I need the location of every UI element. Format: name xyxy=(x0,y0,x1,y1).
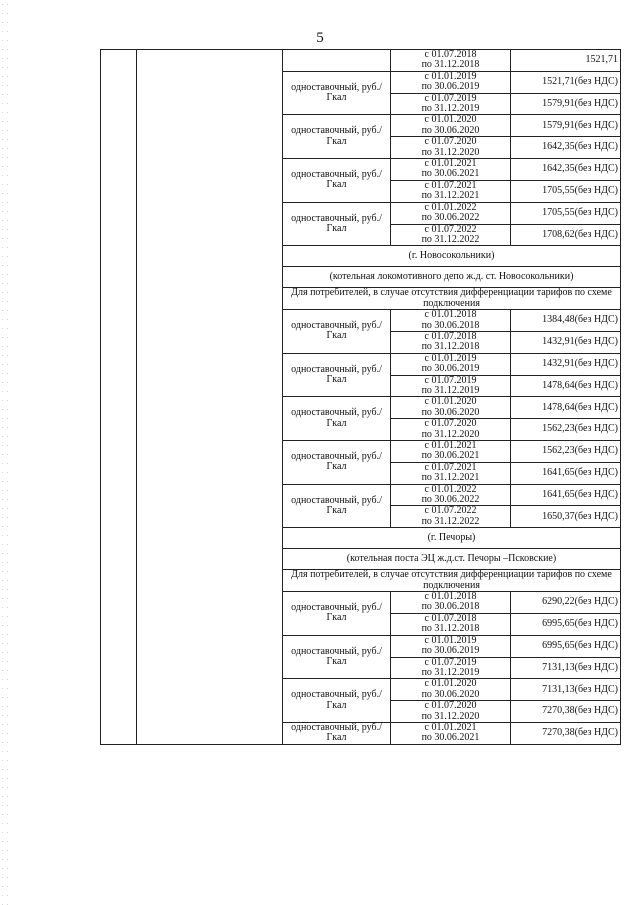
vat-note: (без НДС) xyxy=(574,705,618,717)
vat-note: (без НДС) xyxy=(574,401,618,413)
tariff-value-cell xyxy=(511,115,621,137)
tariff-value-cell xyxy=(511,71,621,93)
tariff-value-cell xyxy=(511,310,621,332)
period-to: по 31.12.2022 xyxy=(421,515,480,527)
tariff-value-cell xyxy=(511,441,621,463)
tariff-value: 1521,71 xyxy=(542,76,575,88)
period-to: по 30.06.2020 xyxy=(421,688,480,700)
period-cell xyxy=(391,722,511,744)
tariff-value-cell xyxy=(511,224,621,246)
consumer-note: Для потребителей, в случае отсутствия дифференциации тарифов по схеме подключения xyxy=(283,570,621,592)
period-cell xyxy=(391,506,511,528)
tariff-value-cell xyxy=(511,137,621,159)
period-to: по 30.06.2018 xyxy=(421,319,480,331)
tariff-value-cell xyxy=(511,180,621,202)
period-to: по 31.12.2021 xyxy=(421,190,480,202)
tariff-type: одноставочный, руб./Гкал xyxy=(283,202,391,246)
tariff-value-cell xyxy=(511,331,621,353)
tariff-type: одноставочный, руб./Гкал xyxy=(283,441,391,485)
tariff-value: 7270,38 xyxy=(542,705,575,717)
period-to: по 30.06.2022 xyxy=(421,494,480,506)
period-from: с 01.07.2022 xyxy=(424,223,477,235)
tariff-value: 1579,91 xyxy=(542,119,575,131)
period-from: с 01.07.2022 xyxy=(424,505,477,517)
tariff-value: 7131,13 xyxy=(542,661,575,673)
tariff-value-cell xyxy=(511,375,621,397)
period-from: с 01.07.2020 xyxy=(424,700,477,712)
vat-note: (без НДС) xyxy=(574,206,618,218)
period-to: по 30.06.2019 xyxy=(421,363,480,375)
tariff-type: одноставочный, руб./Гкал xyxy=(283,484,391,528)
period-to: по 31.12.2020 xyxy=(421,428,480,440)
period-from: с 01.01.2020 xyxy=(424,396,477,408)
boiler-heading: (котельная локомотивного депо ж.д. ст. Новосокольники) xyxy=(283,267,621,288)
vat-note: (без НДС) xyxy=(574,336,618,348)
period-to: по 30.06.2019 xyxy=(421,81,480,93)
period-to: по 31.12.2019 xyxy=(421,384,480,396)
city-heading: (г. Новосокольники) xyxy=(283,246,621,267)
period-cell xyxy=(391,679,511,701)
vat-note: (без НДС) xyxy=(574,423,618,435)
vat-note: (без НДС) xyxy=(574,228,618,240)
tariff-value-wrap xyxy=(542,164,618,174)
period-cell xyxy=(391,592,511,614)
tariff-value-wrap xyxy=(542,403,618,413)
period-cell xyxy=(391,375,511,397)
period-from: с 01.01.2022 xyxy=(424,483,477,495)
period-from: с 01.07.2018 xyxy=(424,612,477,624)
tariff-value-cell xyxy=(511,722,621,744)
vat-note: (без НДС) xyxy=(574,488,618,500)
period-cell xyxy=(391,419,511,441)
period-from: с 01.01.2020 xyxy=(424,678,477,690)
vat-note: (без НДС) xyxy=(574,163,618,175)
period-to: по 31.12.2019 xyxy=(421,103,480,115)
tariff-value: 7270,38 xyxy=(542,727,575,739)
tariff-value-cell xyxy=(511,635,621,657)
period-from: с 01.01.2018 xyxy=(424,309,477,321)
tariff-value-cell xyxy=(511,613,621,635)
vat-note: (без НДС) xyxy=(574,727,618,739)
period-cell xyxy=(391,397,511,419)
period-to: по 30.06.2022 xyxy=(421,212,480,224)
period-to: по 30.06.2018 xyxy=(421,601,480,613)
tariff-value-wrap xyxy=(542,597,618,607)
tariff-value: 6290,22 xyxy=(542,596,575,608)
tariff-type: одноставочный, руб./Гкал xyxy=(283,71,391,115)
period-cell xyxy=(391,353,511,375)
tariff-value-wrap xyxy=(542,142,618,152)
tariff-value-wrap xyxy=(542,381,618,391)
tariff-value: 1641,65 xyxy=(542,467,575,479)
tariff-value-wrap xyxy=(542,512,618,522)
tariff-value-wrap xyxy=(542,446,618,456)
period-from: с 01.07.2021 xyxy=(424,461,477,473)
period-cell xyxy=(391,224,511,246)
period-to: по 30.06.2021 xyxy=(421,168,480,180)
period-from: с 01.07.2020 xyxy=(424,136,477,148)
vat-note: (без НДС) xyxy=(574,683,618,695)
tariff-value: 1521,71 xyxy=(585,54,618,66)
tariff-value-wrap xyxy=(542,619,618,629)
tariff-value: 1705,55 xyxy=(542,185,575,197)
tariff-value-cell xyxy=(511,397,621,419)
period-cell xyxy=(391,657,511,679)
tariff-value-cell xyxy=(511,484,621,506)
vat-note: (без НДС) xyxy=(574,661,618,673)
tariff-value-cell xyxy=(511,93,621,115)
period-to: по 30.06.2021 xyxy=(421,732,480,744)
vat-note: (без НДС) xyxy=(574,314,618,326)
tariff-value: 1641,65 xyxy=(542,488,575,500)
period-to: по 31.12.2018 xyxy=(421,623,480,635)
period-from: с 01.01.2019 xyxy=(424,634,477,646)
tariff-value-cell xyxy=(511,701,621,723)
tariff-value: 6995,65 xyxy=(542,618,575,630)
tariff-type: одноставочный, руб./Гкал xyxy=(283,159,391,203)
tariff-type xyxy=(283,50,391,72)
period-from: с 01.07.2019 xyxy=(424,92,477,104)
tariff-value: 1384,48 xyxy=(542,314,575,326)
period-to: по 31.12.2018 xyxy=(421,341,480,353)
tariff-value-wrap xyxy=(542,663,618,673)
tariff-value-wrap xyxy=(542,121,618,131)
period-from: с 01.01.2020 xyxy=(424,114,477,126)
tariff-value-wrap xyxy=(542,230,618,240)
period-to: по 31.12.2022 xyxy=(421,233,480,245)
period-cell xyxy=(391,331,511,353)
period-from: с 01.01.2019 xyxy=(424,352,477,364)
period-cell xyxy=(391,93,511,115)
period-to: по 31.12.2020 xyxy=(421,710,480,722)
period-cell xyxy=(391,462,511,484)
tariff-table xyxy=(100,49,621,745)
tariff-value: 1478,64 xyxy=(542,401,575,413)
tariff-value: 1432,91 xyxy=(542,357,575,369)
tariff-value-cell xyxy=(511,657,621,679)
period-to: по 30.06.2019 xyxy=(421,645,480,657)
period-cell xyxy=(391,613,511,635)
tariff-type: одноставочный, руб./Гкал xyxy=(283,310,391,354)
vat-note: (без НДС) xyxy=(574,467,618,479)
tariff-value-cell xyxy=(511,159,621,181)
tariff-value: 1432,91 xyxy=(542,336,575,348)
tariff-type: одноставочный, руб./Гкал xyxy=(283,592,391,636)
tariff-value-wrap xyxy=(542,468,618,478)
page-number: 5 xyxy=(316,30,324,46)
period-from: с 01.07.2019 xyxy=(424,374,477,386)
period-to: по 31.12.2020 xyxy=(421,146,480,158)
period-cell xyxy=(391,71,511,93)
tariff-value: 1650,37 xyxy=(542,510,575,522)
tariff-type: одноставочный, руб./Гкал xyxy=(283,635,391,679)
tariff-value-wrap xyxy=(542,728,618,738)
vat-note: (без НДС) xyxy=(574,618,618,630)
tariff-value-wrap xyxy=(542,706,618,716)
tariff-value-wrap xyxy=(542,77,618,87)
period-from: с 01.07.2019 xyxy=(424,656,477,668)
tariff-table-body xyxy=(101,50,621,745)
tariff-value-cell xyxy=(511,419,621,441)
vat-note: (без НДС) xyxy=(574,141,618,153)
tariff-value-cell xyxy=(511,462,621,484)
vat-note: (без НДС) xyxy=(574,357,618,369)
vat-note: (без НДС) xyxy=(574,596,618,608)
period-to: по 31.12.2018 xyxy=(421,59,480,71)
period-cell xyxy=(391,441,511,463)
tariff-value: 1642,35 xyxy=(542,141,575,153)
period-from: с 01.01.2018 xyxy=(424,591,477,603)
tariff-type: одноставочный, руб./Гкал xyxy=(283,679,391,723)
tariff-value-cell xyxy=(511,592,621,614)
scan-margin-noise xyxy=(0,0,10,905)
tariff-type: одноставочный, руб./Гкал xyxy=(283,397,391,441)
tariff-value: 7131,13 xyxy=(542,683,575,695)
tariff-value-wrap xyxy=(542,337,618,347)
tariff-value: 1579,91 xyxy=(542,97,575,109)
blank-column-2 xyxy=(137,50,283,745)
tariff-type: одноставочный, руб./Гкал xyxy=(283,115,391,159)
period-from: с 01.01.2021 xyxy=(424,158,477,170)
vat-note: (без НДС) xyxy=(574,379,618,391)
period-to: по 31.12.2021 xyxy=(421,472,480,484)
tariff-value-wrap xyxy=(542,490,618,500)
vat-note: (без НДС) xyxy=(574,639,618,651)
tariff-value-wrap xyxy=(542,315,618,325)
tariff-value: 1705,55 xyxy=(542,206,575,218)
vat-note: (без НДС) xyxy=(574,76,618,88)
tariff-type: одноставочный, руб./Гкал xyxy=(283,353,391,397)
tariff-row xyxy=(101,50,621,72)
period-cell xyxy=(391,310,511,332)
vat-note: (без НДС) xyxy=(574,119,618,131)
tariff-value-wrap xyxy=(542,99,618,109)
tariff-value-wrap xyxy=(542,186,618,196)
tariff-value-wrap xyxy=(586,55,619,65)
tariff-value-wrap xyxy=(542,208,618,218)
period-to: по 30.06.2021 xyxy=(421,450,480,462)
period-from: с 01.07.2021 xyxy=(424,179,477,191)
vat-note: (без НДС) xyxy=(574,510,618,522)
period-cell xyxy=(391,137,511,159)
tariff-value-cell xyxy=(511,353,621,375)
period-cell xyxy=(391,115,511,137)
period-cell xyxy=(391,180,511,202)
period-from: с 01.01.2021 xyxy=(424,721,477,733)
tariff-value: 1708,62 xyxy=(542,228,575,240)
tariff-value-cell xyxy=(511,202,621,224)
period-cell xyxy=(391,202,511,224)
blank-column-1 xyxy=(101,50,137,745)
period-from: с 01.07.2018 xyxy=(424,330,477,342)
period-cell xyxy=(391,50,511,72)
city-heading: (г. Печоры) xyxy=(283,528,621,549)
period-cell xyxy=(391,701,511,723)
period-from: с 01.01.2021 xyxy=(424,440,477,451)
consumer-note: Для потребителей, в случае отсутствия дифференциации тарифов по схеме подключения xyxy=(283,288,621,310)
period-to: по 31.12.2019 xyxy=(421,666,480,678)
tariff-value: 1562,23 xyxy=(542,445,575,457)
tariff-value: 1642,35 xyxy=(542,163,575,175)
tariff-value-cell xyxy=(511,506,621,528)
tariff-value-wrap xyxy=(542,641,618,651)
period-from: с 01.01.2019 xyxy=(424,70,477,82)
period-from: с 01.07.2018 xyxy=(424,49,477,60)
period-to: по 30.06.2020 xyxy=(421,124,480,136)
boiler-heading: (котельная поста ЭЦ ж.д.ст. Печоры –Псковские) xyxy=(283,549,621,570)
tariff-value-wrap xyxy=(542,685,618,695)
tariff-value-wrap xyxy=(542,424,618,434)
tariff-value: 1478,64 xyxy=(542,379,575,391)
tariff-value-cell xyxy=(511,50,621,72)
period-cell xyxy=(391,635,511,657)
vat-note: (без НДС) xyxy=(574,185,618,197)
period-from: с 01.01.2022 xyxy=(424,201,477,213)
tariff-value-cell xyxy=(511,679,621,701)
vat-note: (без НДС) xyxy=(574,445,618,457)
tariff-value: 1562,23 xyxy=(542,423,575,435)
tariff-value-wrap xyxy=(542,359,618,369)
tariff-type: одноставочный, руб./Гкал xyxy=(283,722,391,744)
period-cell xyxy=(391,484,511,506)
period-cell xyxy=(391,159,511,181)
vat-note: (без НДС) xyxy=(574,97,618,109)
tariff-value: 6995,65 xyxy=(542,639,575,651)
period-to: по 30.06.2020 xyxy=(421,406,480,418)
period-from: с 01.07.2020 xyxy=(424,418,477,430)
